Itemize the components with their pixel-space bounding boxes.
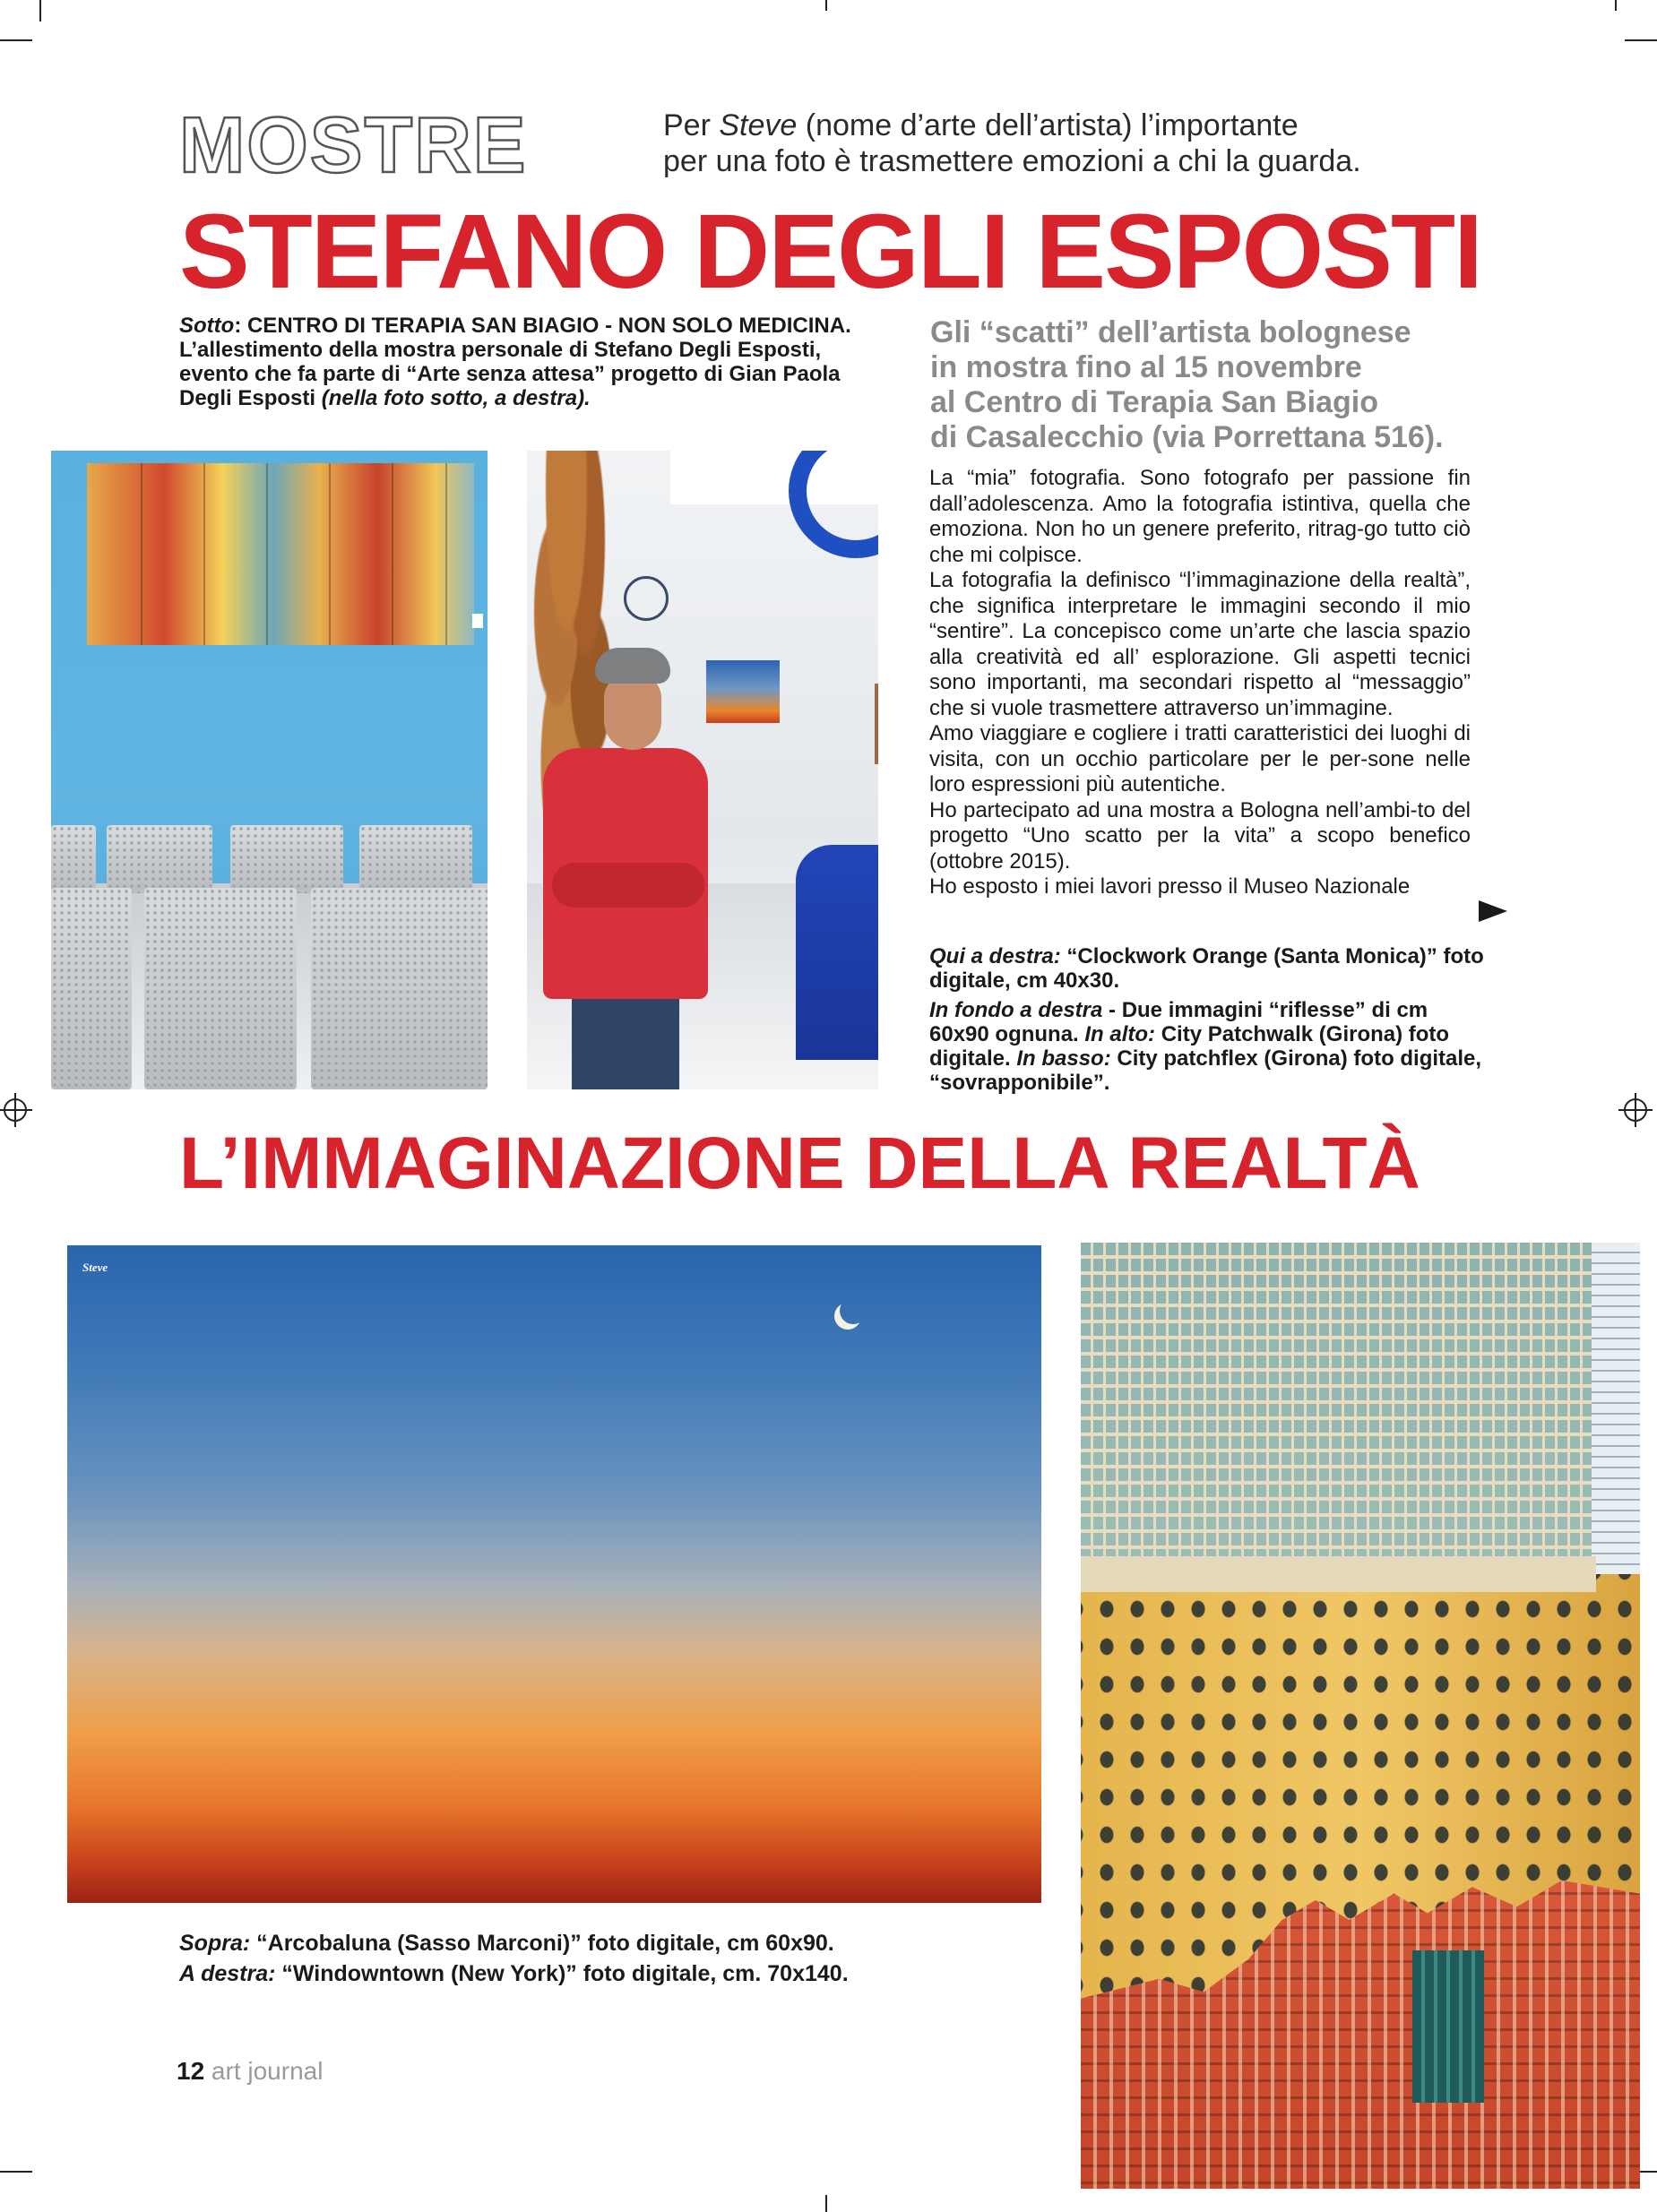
blue-arch — [789, 451, 878, 558]
crossed-arms — [552, 863, 704, 908]
body-paragraph: La “mia” fotografia. Sono fotografo per passione fin dall’adolescenza. Amo la fotografia istintiva, quella che emoziona. Non ho un genere preferito, ritrag-go tutto ciò che mi colpisce. — [929, 466, 1471, 567]
crop-mark — [825, 2195, 827, 2212]
caption-lead: A destra: — [179, 1961, 276, 1986]
caption-lead: In fondo a destra — [929, 998, 1103, 1022]
crescent-moon-icon — [840, 1297, 867, 1324]
glass-facade — [1081, 1243, 1592, 1574]
photo-caption-right — [929, 944, 1485, 1100]
intro-text — [663, 108, 1488, 179]
caption-note: (nella foto sotto, a destra). — [321, 386, 591, 410]
artist-signature: Steve — [82, 1261, 108, 1274]
crop-mark — [825, 0, 827, 11]
chair — [359, 825, 472, 893]
building-ledge — [1081, 1556, 1596, 1592]
article-subhead — [930, 315, 1486, 455]
page-footer — [177, 2059, 323, 2084]
crop-mark — [0, 2171, 32, 2173]
artwork-photo-arcobaluna — [67, 1245, 1041, 1903]
page-title: STEFANO DEGLI ESPOSTI — [179, 193, 1481, 311]
caption-text: - Due immagini “riflesse” di cm 60x90 ognuna. — [929, 998, 1428, 1046]
artwork-photo-windowntown — [1081, 1243, 1640, 2189]
intro-line2: per una foto è trasmettere emozioni a chi la guarda. — [663, 144, 1361, 178]
artwork-label — [472, 614, 483, 628]
body-paragraph: Ho partecipato ad una mostra a Bologna nell’ambi-to del progetto “Uno scatto per la vita” a scopo benefico (ottobre 2015). — [929, 797, 1471, 874]
framed-artwork — [875, 684, 878, 764]
page-number: 12 — [177, 2057, 205, 2085]
framed-artwork — [87, 463, 474, 645]
chair — [144, 888, 297, 1089]
caption-text: “Clockwork Orange (Santa Monica)” foto digitale, cm 40x30. — [929, 944, 1484, 993]
body-paragraph: La fotografia la definisco “l’immaginazione della realtà”, che significa interpretare le immagini secondo il mio “sentire”. La concepisco come un’arte che lascia spazio alla creatività ed all’ esplorazione. Gli aspetti tecnici sono importanti, ma secondari rispetto al “messaggio” che si vuole trasmettere attraverso un’immagine. — [929, 568, 1471, 720]
caption-lead: In basso: — [1016, 1046, 1111, 1071]
subhead-line: di Casalecchio (via Porrettana 516). — [930, 420, 1444, 454]
hair — [595, 648, 670, 684]
subhead-line: in mostra fino al 15 novembre — [930, 350, 1362, 384]
reception-desk — [796, 845, 878, 1060]
caption-lead: Sopra: — [179, 1931, 251, 1956]
intro-artist-name: Steve — [719, 108, 798, 142]
body-paragraph: Ho esposto i miei lavori presso il Museo Nazionale — [929, 874, 1411, 899]
person — [536, 648, 706, 1089]
intro-line1-pre: Per — [663, 108, 720, 142]
caption-text: : CENTRO DI TERAPIA SAN BIAGIO - NON SOLO MEDICINA. — [234, 314, 851, 338]
chair — [311, 888, 488, 1089]
body-paragraph: Amo viaggiare e cogliere i tratti caratteristici dei luoghi di visita, con un occhio particolare per le per-sone nelle loro espressioni più autentiche. — [929, 721, 1471, 796]
caption-text: “Windowntown (New York)” foto digitale, cm. 70x140. — [275, 1961, 849, 1986]
subhead-line: Gli “scatti” dell’artista bolognese — [930, 315, 1411, 349]
caption-lead: Sotto — [179, 314, 235, 338]
subhead-line: al Centro di Terapia San Biagio — [930, 385, 1379, 419]
caption-text: City patchflex (Girona) foto digitale, “sovrapponibile”. — [929, 1046, 1482, 1095]
exhibition-photo-organizer — [527, 451, 878, 1089]
intro-line1-post: (nome d’arte dell’artista) l’importante — [797, 108, 1299, 142]
face — [604, 673, 661, 750]
chair — [51, 888, 132, 1089]
article-body — [929, 466, 1471, 900]
crop-mark — [1615, 0, 1617, 11]
glass-tower — [1592, 1243, 1640, 1619]
registration-mark — [4, 1098, 27, 1122]
framed-sunset-artwork — [706, 660, 780, 723]
section-label: MOSTRE — [179, 100, 528, 189]
exhibition-photo-waiting-room — [51, 451, 488, 1089]
photo-caption-bottom — [179, 1928, 986, 1989]
section-title: L’IMMAGINAZIONE DELLA REALTÀ — [179, 1123, 1420, 1204]
caption-lead: In alto: — [1084, 1022, 1156, 1046]
caption-text: “Arcobaluna (Sasso Marconi)” foto digitale, cm 60x90. — [250, 1931, 834, 1956]
chair — [230, 825, 343, 893]
trousers — [572, 999, 679, 1089]
photo-caption-top — [179, 314, 887, 410]
crop-mark — [39, 0, 41, 22]
registration-mark — [1624, 1098, 1647, 1122]
caption-lead: Qui a destra: — [929, 944, 1061, 968]
caption-text: L’allestimento della mostra personale di Stefano Degli Esposti, evento che fa parte di “Arte senza attesa” progetto di Gian Paola Degli Esposti — [179, 338, 841, 410]
chair — [107, 825, 212, 893]
teal-windows — [1412, 1950, 1484, 2103]
crop-mark — [1625, 39, 1657, 41]
caption-text: City Patchwalk (Girona) foto digitale. — [929, 1022, 1450, 1071]
wall-clock — [624, 576, 669, 621]
continue-arrow-icon — [1479, 900, 1507, 922]
magazine-name: art journal — [204, 2057, 324, 2085]
crop-mark — [0, 39, 32, 41]
chair — [51, 825, 96, 893]
